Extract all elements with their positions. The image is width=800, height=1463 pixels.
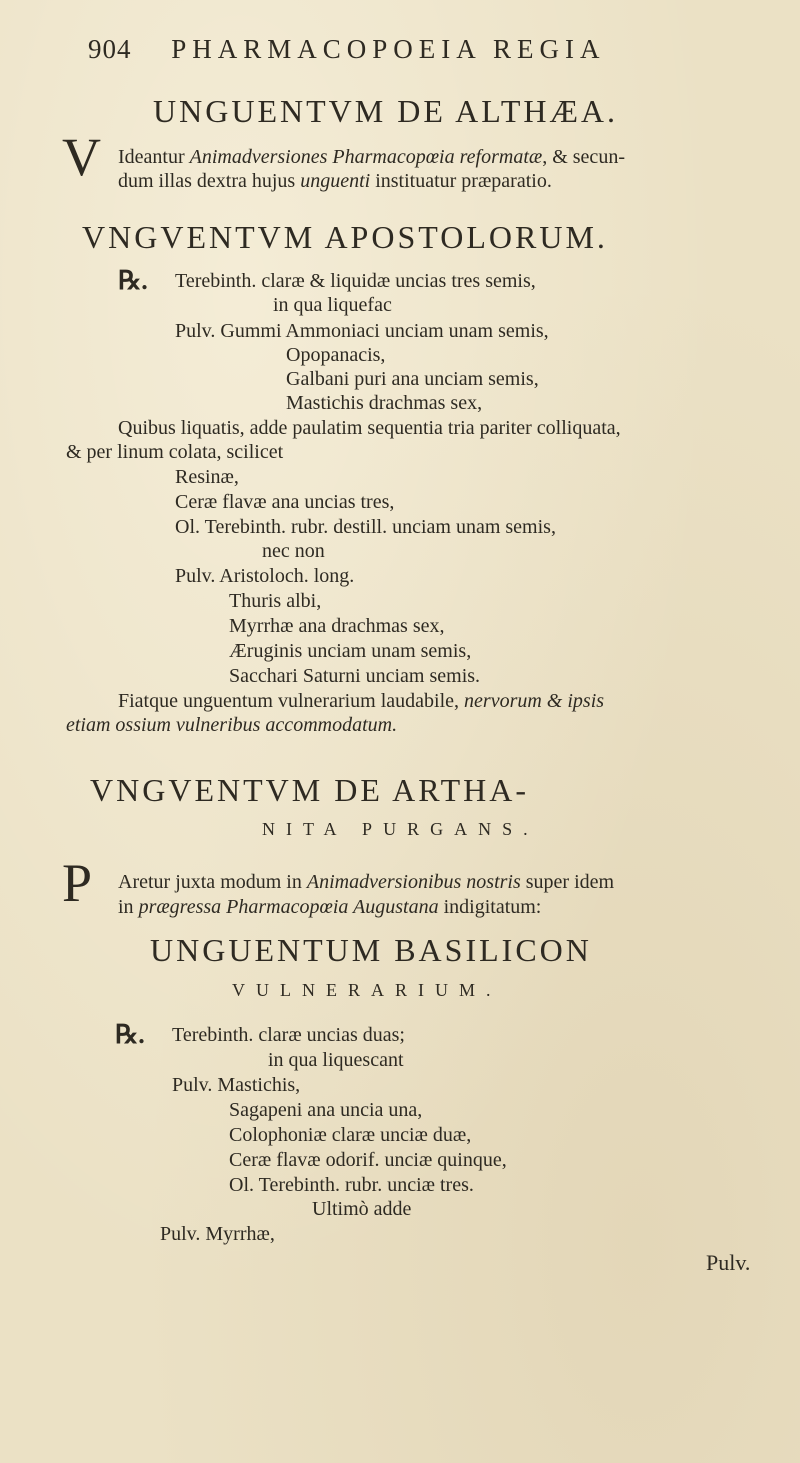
recipe-line: Quibus liquatis, adde paulatim sequentia tria pariter colliquata, bbox=[118, 417, 621, 439]
recipe-line: Pulv. Myrrhæ, bbox=[160, 1223, 275, 1245]
section-heading-arthanita: VNGVENTVM DE ARTHA- bbox=[90, 772, 530, 808]
paragraph-line: in prægressa Pharmacopœia Augustana indigitatum: bbox=[118, 896, 542, 918]
recipe-line: Æruginis unciam unam semis, bbox=[229, 640, 472, 662]
recipe-line: Ultimò adde bbox=[312, 1198, 412, 1220]
section-subheading: NITA PURGANS. bbox=[262, 819, 539, 839]
recipe-line: nec non bbox=[262, 540, 325, 562]
recipe-line: Pulv. Mastichis, bbox=[172, 1074, 301, 1096]
paragraph-line: dum illas dextra hujus unguenti instituatur præparatio. bbox=[118, 170, 552, 192]
recipe-line: Pulv. Gummi Ammoniaci unciam unam semis, bbox=[175, 320, 549, 342]
recipe-line: Myrrhæ ana drachmas sex, bbox=[229, 615, 445, 637]
recipe-line: Resinæ, bbox=[175, 466, 239, 488]
recipe-line: Sacchari Saturni unciam semis. bbox=[229, 665, 481, 687]
page-number: 904 bbox=[88, 34, 132, 64]
drop-cap-v: V bbox=[62, 127, 101, 187]
drop-cap-p: P bbox=[62, 853, 93, 913]
recipe-line: Ol. Terebinth. rubr. unciæ tres. bbox=[229, 1174, 474, 1196]
recipe-line: Ceræ flavæ odorif. unciæ quinque, bbox=[229, 1149, 507, 1171]
recipe-line: Pulv. Aristoloch. long. bbox=[175, 565, 355, 587]
section-subheading: VULNERARIUM. bbox=[232, 980, 502, 1000]
recipe-line: in qua liquefac bbox=[273, 294, 392, 316]
recipe-line: Ceræ flavæ ana uncias tres, bbox=[175, 491, 395, 513]
running-title: PHARMACOPOEIA REGIA bbox=[171, 34, 606, 64]
paragraph-line: Ideantur Animadversiones Pharmacopœia reformatæ, & secun- bbox=[118, 146, 625, 168]
catchword: Pulv. bbox=[706, 1250, 751, 1275]
recipe-symbol: ℞. bbox=[115, 1020, 145, 1049]
recipe-symbol: ℞. bbox=[118, 266, 148, 295]
recipe-line: Terebinth. claræ & liquidæ uncias tres semis, bbox=[175, 270, 536, 292]
recipe-line: Mastichis drachmas sex, bbox=[286, 392, 483, 414]
recipe-line: Terebinth. claræ uncias duas; bbox=[172, 1024, 405, 1046]
italic-reference: Animadversiones Pharmacopœia reformatæ bbox=[189, 146, 543, 168]
recipe-line: Thuris albi, bbox=[229, 590, 322, 612]
running-head bbox=[88, 34, 606, 65]
section-heading-basilicon: UNGUENTUM BASILICON bbox=[150, 932, 592, 968]
recipe-line: Galbani puri ana unciam semis, bbox=[286, 368, 539, 390]
recipe-line: in qua liquescant bbox=[268, 1049, 404, 1071]
section-heading-apostolorum: VNGVENTVM APOSTOLORUM. bbox=[82, 219, 608, 255]
recipe-line: Sagapeni ana uncia una, bbox=[229, 1099, 423, 1121]
paragraph-line: Aretur juxta modum in Animadversionibus nostris super idem bbox=[118, 871, 615, 893]
recipe-line: Ol. Terebinth. rubr. destill. unciam unam semis, bbox=[175, 516, 556, 538]
recipe-line: & per linum colata, scilicet bbox=[66, 441, 284, 463]
closing-line: Fiatque unguentum vulnerarium laudabile, nervorum & ipsis bbox=[118, 690, 605, 712]
recipe-line: Opopanacis, bbox=[286, 344, 386, 366]
section-heading-althaea: UNGUENTVM DE ALTHÆA. bbox=[153, 93, 619, 129]
recipe-line: Colophoniæ claræ unciæ duæ, bbox=[229, 1124, 472, 1146]
closing-line: etiam ossium vulneribus accommodatum. bbox=[66, 714, 398, 736]
